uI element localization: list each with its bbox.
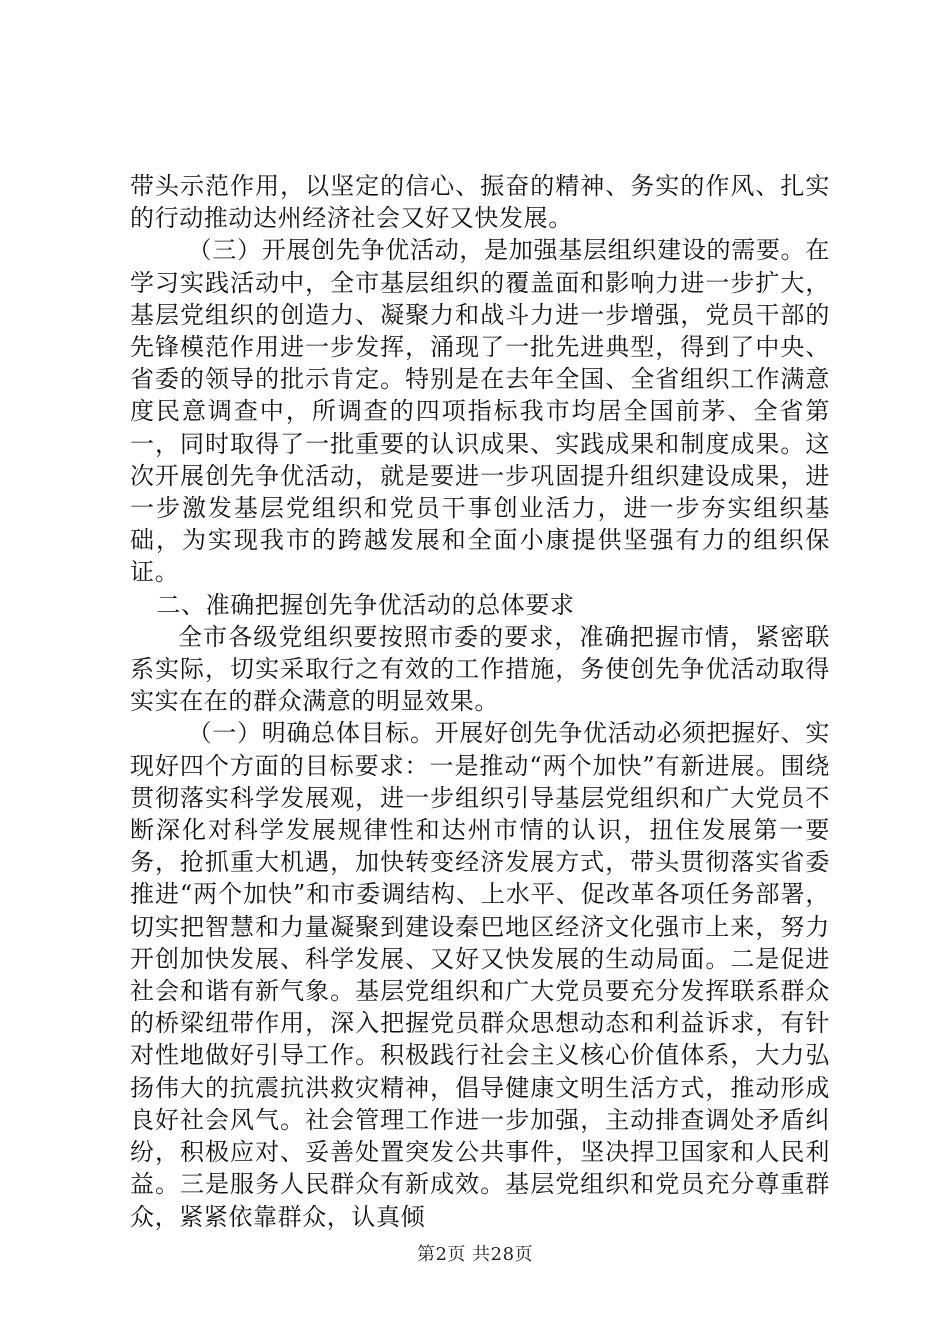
document-body [130, 170, 830, 1233]
paragraph-continuation: 带头示范作用，以坚定的信心、振奋的精神、务实的作风、扎实的行动推动达州经济社会又好又快发展。 [130, 172, 830, 233]
page-footer: 第2页 共28页 [416, 1244, 534, 1265]
section-heading-two: 二、准确把握创先争优活动的总体要求 [156, 590, 575, 619]
paragraph-section-three: （三）开展创先争优活动，是加强基层组织建设的需要。在学习实践活动中，全市基层组织的覆盖面和影响力进一步扩大，基层党组织的创造力、凝聚力和战斗力进一步增强，党员干部的先锋模范作用进一步发挥，涌现了一批先进典型，得到了中央、省委的领导的批示肯定。特别是在去年全国、全省组织工作满意度民意调查中，所调查的四项指标我市均居全国前茅、全省第一，同时取得了一批重要的认识成果、实践成果和制度成果。这次开展创先争优活动，就是要进一步巩固提升组织建设成果，进一步激发基层党组织和党员干事创业活力，进一步夯实组织基础，为实现我市的跨越发展和全面小康提供坚强有力的组织保证。 [130, 236, 830, 587]
paragraph-overall-goal: （一）明确总体目标。开展好创先争优活动必须把握好、实现好四个方面的目标要求：一是推动“两个加快”有新进展。围绕贯彻落实科学发展观，进一步组织引导基层党组织和广大党员不断深化对科学发展规律性和达州市情的认识，扭住发展第一要务，抢抓重大机遇，加快转变经济发展方式，带头贯彻落实省委推进“两个加快”和市委调结构、上水平、促改革各项任务部署，切实把智慧和力量凝聚到建设秦巴地区经济文化强市上来，努力开创加快发展、科学发展、又好又快发展的生动局面。二是促进社会和谐有新气象。基层党组织和广大党员要充分发挥联系群众的桥梁纽带作用，深入把握党员群众思想动态和利益诉求，有针对性地做好引导工作。积极践行社会主义核心价值体系，大力弘扬伟大的抗震抗洪救灾精神，倡导健康文明生活方式，推动形成良好社会风气。社会管理工作进一步加强，主动排查调处矛盾纠纷，积极应对、妥善处置突发公共事件，坚决捍卫国家和人民利益。三是服务人民群众有新成效。基层党组织和党员充分尊重群众，紧紧依靠群众，认真倾 [130, 719, 830, 1231]
paragraph-general-requirement: 全市各级党组织要按照市委的要求，准确把握市情，紧密联系实际，切实采取行之有效的工作措施，务使创先争优活动取得实实在在的群众满意的明显效果。 [130, 622, 830, 716]
